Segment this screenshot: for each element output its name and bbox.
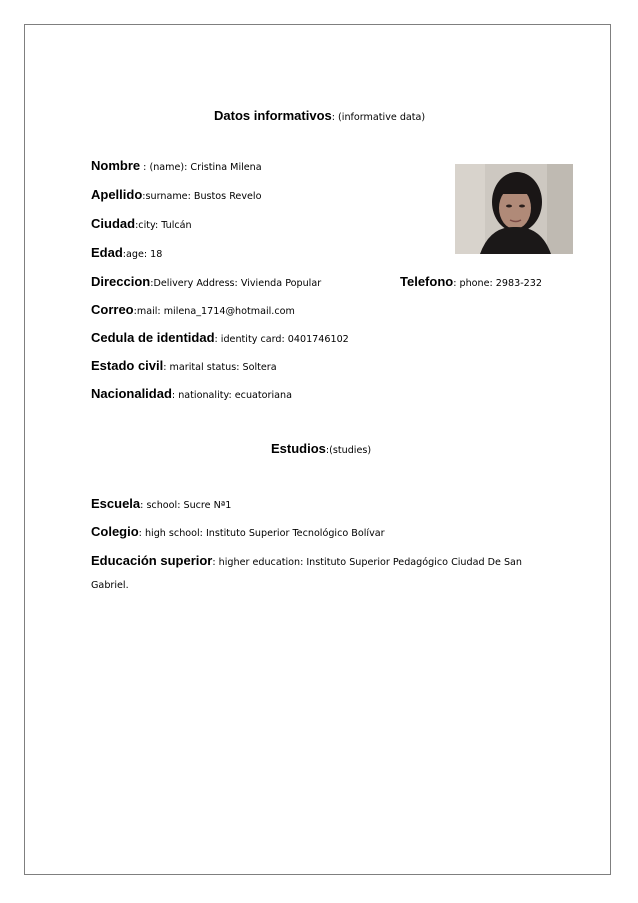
field-nacionalidad xyxy=(91,385,292,403)
section-heading-datos xyxy=(214,107,425,125)
field-telefono xyxy=(400,273,542,291)
field-value: :age: 18 xyxy=(122,249,163,260)
field-estado-civil xyxy=(91,357,277,375)
field-value: : nationality: ecuatoriana xyxy=(171,390,292,401)
field-value: :city: Tulcán xyxy=(135,220,192,231)
field-value: : marital status: Soltera xyxy=(163,362,277,373)
field-correo xyxy=(91,301,295,319)
section-title: Datos informativos xyxy=(214,108,332,123)
study-value: : higher education: Instituto Superior Pedagógico Ciudad De San Gabriel. xyxy=(91,557,523,591)
section-heading-estudios xyxy=(271,440,371,458)
field-cedula xyxy=(91,329,349,347)
field-value: :Delivery Address: Vivienda Popular xyxy=(150,278,322,289)
field-value: : phone: 2983-232 xyxy=(453,278,542,289)
study-escuela xyxy=(91,495,231,513)
field-value: : (name): Cristina Milena xyxy=(140,162,262,173)
field-value: :mail: milena_1714@hotmail.com xyxy=(133,306,295,317)
field-value: :surname: Bustos Revelo xyxy=(142,191,262,202)
field-label: Nacionalidad xyxy=(91,386,172,401)
study-colegio xyxy=(91,523,385,541)
study-label: Educación superior xyxy=(91,553,213,568)
field-label: Direccion xyxy=(91,274,151,289)
study-label: Escuela xyxy=(91,496,141,511)
field-value: : identity card: 0401746102 xyxy=(214,334,349,345)
field-apellido xyxy=(91,186,261,204)
study-superior xyxy=(91,550,536,596)
field-label: Ciudad xyxy=(91,216,136,231)
field-label: Edad xyxy=(91,245,123,260)
field-ciudad xyxy=(91,215,192,233)
field-direccion xyxy=(91,273,321,291)
field-label: Correo xyxy=(91,302,134,317)
profile-photo xyxy=(455,164,573,254)
section-title: Estudios xyxy=(271,441,326,456)
field-label: Telefono xyxy=(400,274,454,289)
field-label: Nombre xyxy=(91,158,141,173)
study-value: : high school: Instituto Superior Tecnológico Bolívar xyxy=(138,528,385,539)
field-label: Estado civil xyxy=(91,358,164,373)
study-value: : school: Sucre Nª1 xyxy=(140,500,232,511)
field-label: Apellido xyxy=(91,187,143,202)
field-edad xyxy=(91,244,162,262)
person-photo-icon xyxy=(455,164,573,254)
section-subtitle: :(studies) xyxy=(325,445,372,456)
section-subtitle: : (informative data) xyxy=(331,112,426,123)
study-label: Colegio xyxy=(91,524,139,539)
field-label: Cedula de identidad xyxy=(91,330,215,345)
field-nombre xyxy=(91,157,262,175)
